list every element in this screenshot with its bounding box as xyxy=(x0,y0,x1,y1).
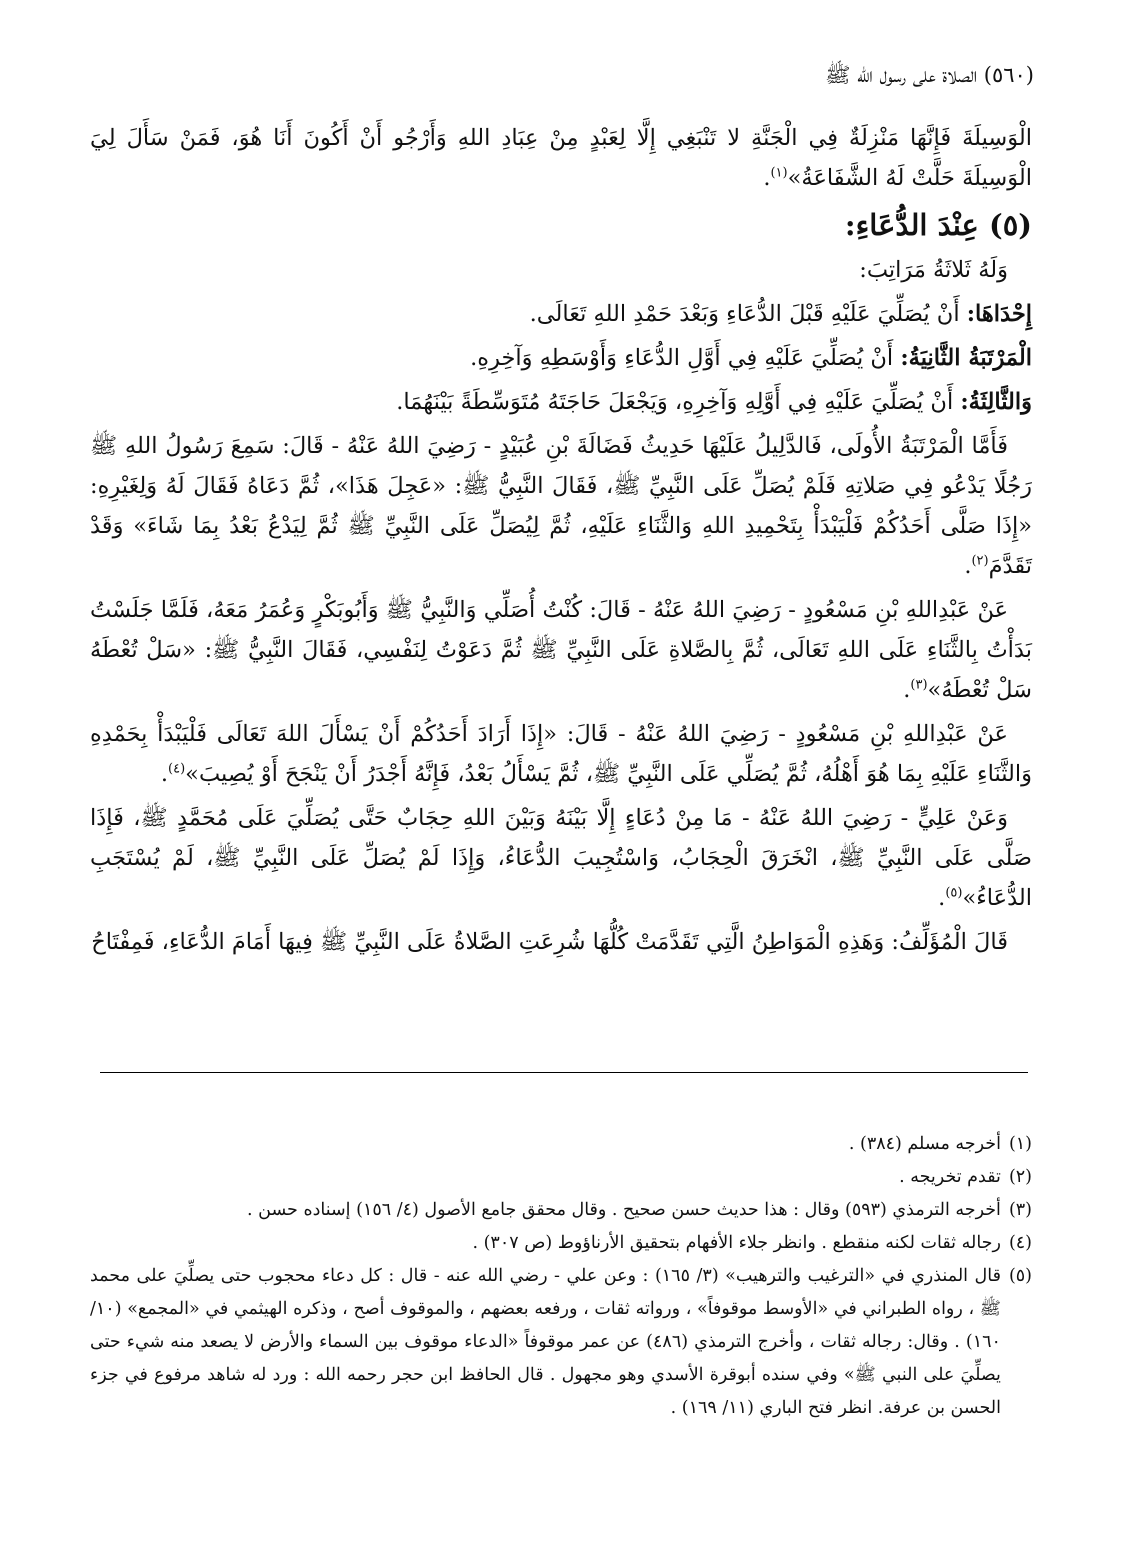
footnote-ref-1[interactable]: (١) xyxy=(770,165,788,181)
footnote-number: (٥) xyxy=(1008,1266,1032,1286)
footnote-number: (١) xyxy=(1008,1134,1032,1154)
paragraph-text: عَنْ عَبْدِاللهِ بْنِ مَسْعُودٍ - رَضِيَ اللهُ عَنْهُ - قَالَ: كُنْتُ أُصَلِّي وَالنَّبِيُّ ﷺ وَأَبُوبَكْرٍ وَعُمَرُ مَعَهُ، فَلَمَّا جَلَسْتُ بَدَأْتُ بِالثَّنَاءِ عَلَى اللهِ تَعَالَى، ثُمَّ بِالصَّلاةِ عَلَى النَّبِيِّ ﷺ ثُمَّ دَعَوْتُ لِنَفْسِي، فَقَالَ النَّبِيُّ ﷺ: «سَلْ تُعْطَهُ سَلْ تُعْطَهُ» xyxy=(90,597,1032,703)
paragraph-rank-3 xyxy=(90,382,1032,422)
paragraph-wasila: الْوَسِيلَةَ فَإِنَّهَا مَنْزِلَةٌ فِي الْجَنَّةِ لا تَنْبَغِي إِلَّا لِعَبْدٍ مِنْ عِبَادِ اللهِ وَأَرْجُو أَنْ أَكُونَ أَنَا هُوَ، فَمَنْ سَأَلَ لِيَ الْوَسِيلَةَ حَلَّتْ لَهُ الشَّفَاعَةُ»$^{(١)}$. xyxy=(90,125,1032,191)
paragraph-maratib: وَلَهُ ثَلاثَةُ مَرَاتِبَ: xyxy=(859,257,1008,283)
paragraph-muallif: قَالَ الْمُؤَلِّفُ: وَهَذِهِ الْمَوَاطِنُ الَّتِي تَقَدَّمَتْ كُلُّهَا شُرِعَتِ الصَّلاةُ عَلَى النَّبِيِّ ﷺ فِيهَا أَمَامَ الدُّعَاءِ، فَمِفْتَاحُ xyxy=(91,929,1008,955)
footnote-text: تقدم تخريجه . xyxy=(899,1167,1001,1187)
footnote-text: قال المنذري في «الترغيب والترهيب» (٣/ ١٦٥) : وعن علي - رضي الله عنه - قال : كل دعاء محجوب حتى يصلِّيَ على محمد ﷺ ، رواه الطبراني في «الأوسط موقوفاً» ، ورواته ثقات ، ورفعه بعضهم ، والموقوف أصح ، وذكره الهيثمي في «المجمع» (١٠/ ١٦٠) . وقال: رجاله ثقات ، وأخرج الترمذي (٤٨٦) عن عمر موقوفاً «الدعاء موقوف بين السماء والأرض لا يصعد منه شيء حتى يصلِّيَ على النبي ﷺ» وفي سنده أبوقرة الأسدي وهو مجهول . قال الحافظ ابن حجر رحمه الله : ورد له شاهد مرفوع في جزء الحسن بن عرفة. انظر فتح الباري (١١/ ١٦٩) . xyxy=(90,1266,1001,1418)
footnote-ref-5[interactable]: (٥) xyxy=(945,885,963,901)
footnote-number: (٣) xyxy=(1008,1200,1032,1220)
footnote xyxy=(90,1194,1032,1227)
footnote-ref-3[interactable]: (٣) xyxy=(910,677,928,693)
paragraph-fadala: فَأَمَّا الْمَرْتَبَةُ الأُولَى، فَالدَّلِيلُ عَلَيْهَا حَدِيثُ فَضَالَةَ بْنِ عُبَيْدٍ - رَضِيَ اللهُ عَنْهُ - قَالَ: سَمِعَ رَسُولُ اللهِ ﷺ رَجُلًا يَدْعُو فِي صَلاتِهِ فَلَمْ يُصَلِّ عَلَى النَّبِيِّ ﷺ، فَقَالَ النَّبِيُّ ﷺ: «عَجِلَ هَذَا»، ثُمَّ دَعَاهُ فَقَالَ لَهُ وَلِغَيْرِهِ: «إِذَا صَلَّى أَحَدُكُمْ فَلْيَبْدَأْ بِتَحْمِيدِ اللهِ وَالثَّنَاءِ عَلَيْهِ، ثُمَّ لِيُصَلِّ عَلَى النَّبِيِّ ﷺ ثُمَّ لِيَدْعُ بَعْدُ بِمَا شَاءَ» وَقَدْ تَقَدَّمَ$^{(٢)}$. xyxy=(90,433,1032,579)
paragraph-rank-1 xyxy=(90,294,1032,334)
rank-2-label: الْمَرْتَبَةُ الثَّانِيَةُ: xyxy=(900,345,1032,371)
section-heading: (٥) عِنْدَ الدُّعَاءِ: xyxy=(844,208,1032,242)
paragraph-rank-2 xyxy=(90,338,1032,378)
footnote-number: (٢) xyxy=(1008,1167,1032,1187)
body-text xyxy=(90,118,1032,966)
footnote-divider xyxy=(100,1072,1028,1073)
footnote-number: (٤) xyxy=(1008,1233,1032,1253)
paragraph-text: عَنْ عَبْدِاللهِ بْنِ مَسْعُودٍ - رَضِيَ اللهُ عَنْهُ - قَالَ: «إِذَا أَرَادَ أَحَدُكُمْ أَنْ يَسْأَلَ اللهَ تَعَالَى فَلْيَبْدَأْ بِحَمْدِهِ وَالثَّنَاءِ عَلَيْهِ بِمَا هُوَ أَهْلُهُ، ثُمَّ يُصَلِّي عَلَى النَّبِيِّ ﷺ، ثُمَّ يَسْأَلُ بَعْدُ، فَإِنَّهُ أَجْدَرُ أَنْ يَنْجَحَ أَوْ يُصِيبَ» xyxy=(90,721,1032,787)
running-head: (٥٦٠) الصلاة على رسول الله ﷺ xyxy=(825,63,1034,87)
footnote-text: رجاله ثقات لكنه منقطع . وانظر جلاء الأفهام بتحقيق الأرناؤوط (ص ٣٠٧) . xyxy=(472,1233,1001,1253)
paragraph-text: فَأَمَّا الْمَرْتَبَةُ الأُولَى، فَالدَّلِيلُ عَلَيْهَا حَدِيثُ فَضَالَةَ بْنِ عُبَيْدٍ - رَضِيَ اللهُ عَنْهُ - قَالَ: سَمِعَ رَسُولُ اللهِ ﷺ رَجُلًا يَدْعُو فِي صَلاتِهِ فَلَمْ يُصَلِّ عَلَى النَّبِيِّ ﷺ، فَقَالَ النَّبِيُّ ﷺ: «عَجِلَ هَذَا»، ثُمَّ دَعَاهُ فَقَالَ لَهُ وَلِغَيْرِهِ: «إِذَا صَلَّى أَحَدُكُمْ فَلْيَبْدَأْ بِتَحْمِيدِ اللهِ وَالثَّنَاءِ عَلَيْهِ، ثُمَّ لِيُصَلِّ عَلَى النَّبِيِّ ﷺ ثُمَّ لِيَدْعُ بَعْدُ بِمَا شَاءَ» وَقَدْ تَقَدَّمَ xyxy=(90,433,1032,579)
footnotes xyxy=(90,1128,1032,1425)
paragraph-text: الْوَسِيلَةَ فَإِنَّهَا مَنْزِلَةٌ فِي الْجَنَّةِ لا تَنْبَغِي إِلَّا لِعَبْدٍ مِنْ عِبَادِ اللهِ وَأَرْجُو أَنْ أَكُونَ أَنَا هُوَ، فَمَنْ سَأَلَ لِيَ الْوَسِيلَةَ حَلَّتْ لَهُ الشَّفَاعَةُ» xyxy=(90,125,1032,191)
paragraph-ibn-masud-1: عَنْ عَبْدِاللهِ بْنِ مَسْعُودٍ - رَضِيَ اللهُ عَنْهُ - قَالَ: كُنْتُ أُصَلِّي وَالنَّبِيُّ ﷺ وَأَبُوبَكْرٍ وَعُمَرُ مَعَهُ، فَلَمَّا جَلَسْتُ بَدَأْتُ بِالثَّنَاءِ عَلَى اللهِ تَعَالَى، ثُمَّ بِالصَّلاةِ عَلَى النَّبِيِّ ﷺ ثُمَّ دَعَوْتُ لِنَفْسِي، فَقَالَ النَّبِيُّ ﷺ: «سَلْ تُعْطَهُ سَلْ تُعْطَهُ»$^{(٣)}$. xyxy=(90,597,1032,703)
footnote xyxy=(90,1260,1032,1425)
paragraph-ibn-masud-2: عَنْ عَبْدِاللهِ بْنِ مَسْعُودٍ - رَضِيَ اللهُ عَنْهُ - قَالَ: «إِذَا أَرَادَ أَحَدُكُمْ أَنْ يَسْأَلَ اللهَ تَعَالَى فَلْيَبْدَأْ بِحَمْدِهِ وَالثَّنَاءِ عَلَيْهِ بِمَا هُوَ أَهْلُهُ، ثُمَّ يُصَلِّي عَلَى النَّبِيِّ ﷺ، ثُمَّ يَسْأَلُ بَعْدُ، فَإِنَّهُ أَجْدَرُ أَنْ يَنْجَحَ أَوْ يُصِيبَ»$^{(٤)}$. xyxy=(90,721,1032,787)
rank-1-label: إِحْدَاهَا: xyxy=(966,301,1032,327)
rank-1-text: أَنْ يُصَلِّيَ عَلَيْهِ قَبْلَ الدُّعَاءِ وَبَعْدَ حَمْدِ اللهِ تَعَالَى. xyxy=(529,301,967,327)
footnote xyxy=(90,1227,1032,1260)
footnote-ref-2[interactable]: (٢) xyxy=(971,553,989,569)
footnote-text: أخرجه الترمذي (٥٩٣) وقال : هذا حديث حسن صحيح . وقال محقق جامع الأصول (٤/ ١٥٦) إسناده حسن . xyxy=(247,1200,1001,1220)
footnote xyxy=(90,1161,1032,1194)
footnote-ref-4[interactable]: (٤) xyxy=(168,761,186,777)
rank-3-label: وَالثَّالِثَةُ: xyxy=(960,389,1032,415)
paragraph-text: وَعَنْ عَلِيٍّ - رَضِيَ اللهُ عَنْهُ - مَا مِنْ دُعَاءٍ إِلَّا بَيْنَهُ وَبَيْنَ اللهِ حِجَابٌ حَتَّى يُصَلِّيَ عَلَى مُحَمَّدٍ ﷺ، فَإِذَا صَلَّى عَلَى النَّبِيِّ ﷺ، انْخَرَقَ الْحِجَابُ، وَاسْتُجِيبَ الدُّعَاءُ، وَإِذَا لَمْ يُصَلِّ عَلَى النَّبِيِّ ﷺ، لَمْ يُسْتَجَبِ الدُّعَاءُ» xyxy=(90,805,1032,911)
rank-3-text: أَنْ يُصَلِّيَ عَلَيْهِ فِي أَوَّلِهِ وَآخِرِهِ، وَيَجْعَلَ حَاجَتَهُ مُتَوَسِّطَةً بَيْنَهُمَا. xyxy=(396,389,961,415)
paragraph-ali: وَعَنْ عَلِيٍّ - رَضِيَ اللهُ عَنْهُ - مَا مِنْ دُعَاءٍ إِلَّا بَيْنَهُ وَبَيْنَ اللهِ حِجَابٌ حَتَّى يُصَلِّيَ عَلَى مُحَمَّدٍ ﷺ، فَإِذَا صَلَّى عَلَى النَّبِيِّ ﷺ، انْخَرَقَ الْحِجَابُ، وَاسْتُجِيبَ الدُّعَاءُ، وَإِذَا لَمْ يُصَلِّ عَلَى النَّبِيِّ ﷺ، لَمْ يُسْتَجَبِ الدُّعَاءُ»$^{(٥)}$. xyxy=(90,805,1032,911)
rank-2-text: أَنْ يُصَلِّيَ عَلَيْهِ فِي أَوَّلِ الدُّعَاءِ وَأَوْسَطِهِ وَآخِرِهِ. xyxy=(470,345,901,371)
footnote-text: أخرجه مسلم (٣٨٤) . xyxy=(848,1134,1001,1154)
footnote xyxy=(90,1128,1032,1161)
